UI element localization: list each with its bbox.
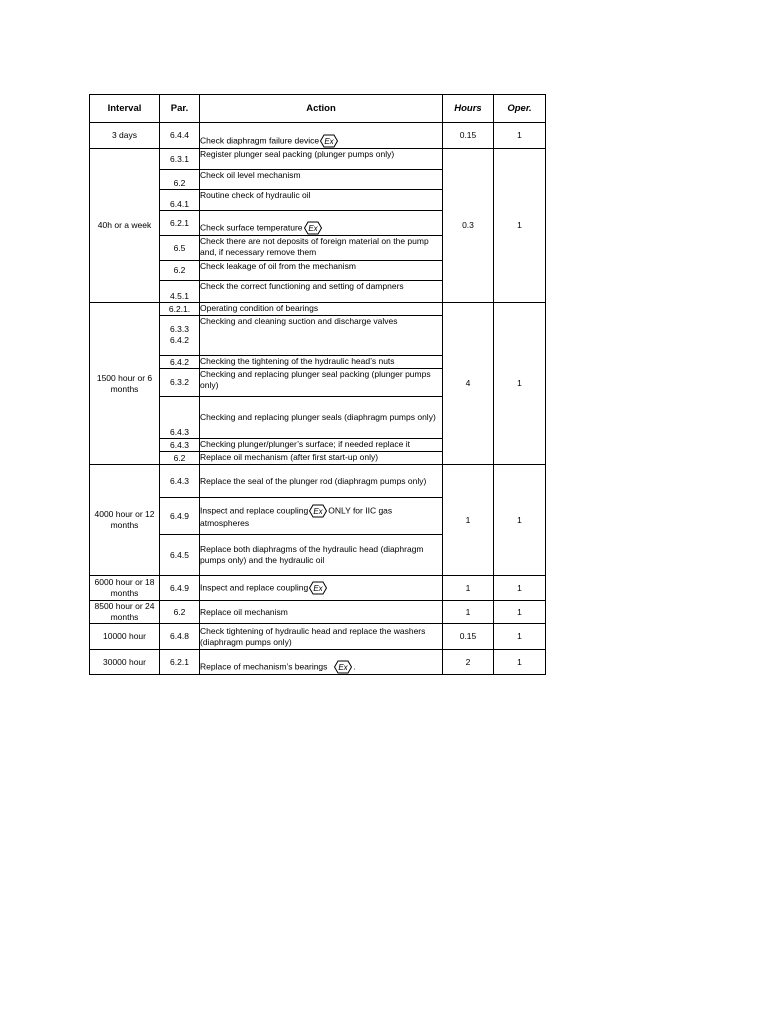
par-line: 6.4.2 [170,335,189,345]
action-cell: Check oil level mechanism [200,170,443,190]
action-cell [200,650,443,675]
par-cell: 6.4.9 [160,498,200,535]
ex-atex-icon [309,581,327,595]
table-header-row [90,95,546,123]
action-cell: Checking and replacing plunger seals (diaphragm pumps only) [200,397,443,439]
svg-text:Ex: Ex [324,137,334,146]
action-cell: Checking the tightening of the hydraulic head’s nuts [200,356,443,369]
header-oper: Oper. [494,95,546,123]
interval-cell: 3 days [90,123,160,149]
maintenance-table [89,94,546,675]
hours-cell: 1 [443,601,494,624]
par-cell: 6.4.4 [160,123,200,149]
par-cell: 6.4.2 [160,356,200,369]
oper-cell: 1 [494,576,546,601]
par-cell: 6.2 [160,601,200,624]
interval-cell: 30000 hour [90,650,160,675]
hours-cell: 0.3 [443,149,494,303]
interval-cell: 10000 hour [90,624,160,650]
interval-cell: 1500 hour or 6 months [90,303,160,465]
action-text: Inspect and replace coupling [200,504,309,515]
par-cell: 6.4.1 [160,190,200,211]
action-cell: Check the correct functioning and setting of dampners [200,281,443,303]
action-cell: Register plunger seal packing (plunger pumps only) [200,149,443,170]
par-cell: 6.2 [160,261,200,281]
oper-cell: 1 [494,123,546,149]
header-interval: Interval [90,95,160,123]
par-cell: 6.2.1 [160,211,200,236]
table-row [90,465,546,498]
hours-cell: 2 [443,650,494,675]
par-line: 6.3.3 [170,324,189,334]
par-cell: 6.2.1 [160,650,200,675]
oper-cell: 1 [494,465,546,576]
action-text-after: ONLY for IIC gas atmospheres [200,504,393,528]
svg-text:Ex: Ex [313,506,323,516]
interval-cell: 4000 hour or 12 months [90,465,160,576]
hours-cell: 4 [443,303,494,465]
action-cell: Check leakage of oil from the mechanism [200,261,443,281]
table-row [90,601,546,624]
table-row [90,624,546,650]
oper-cell: 1 [494,149,546,303]
action-cell: Check there are not deposits of foreign material on the pump and, if necessary remove them [200,236,443,261]
table-row [90,576,546,601]
action-cell: Replace oil mechanism [200,601,443,624]
action-cell: Replace oil mechanism (after first start-up only) [200,452,443,465]
par-cell: 6.2.1. [160,303,200,316]
par-cell: 6.4.3 [160,397,200,439]
action-text: Replace of mechanism’s bearings [200,661,328,672]
oper-cell: 1 [494,303,546,465]
header-par: Par. [160,95,200,123]
action-cell: Checking and replacing plunger seal packing (plunger pumps only) [200,369,443,397]
table-row [90,123,546,149]
svg-text:Ex: Ex [313,584,323,593]
par-cell [160,316,200,356]
action-cell: Check tightening of hydraulic head and replace the washers (diaphragm pumps only) [200,624,443,650]
action-cell [200,211,443,236]
oper-cell: 1 [494,624,546,650]
interval-cell: 6000 hour or 18 months [90,576,160,601]
interval-cell: 40h or a week [90,149,160,303]
ex-atex-icon [334,660,352,674]
svg-text:Ex: Ex [307,224,318,233]
par-cell: 6.4.9 [160,576,200,601]
ex-atex-icon [304,221,322,235]
action-text: Check surface temperature [200,222,303,233]
hours-cell: 1 [443,576,494,601]
par-cell: 6.4.8 [160,624,200,650]
action-cell: Routine check of hydraulic oil [200,190,443,211]
table-row [90,650,546,675]
par-cell: 6.3.1 [160,149,200,170]
svg-text:Ex: Ex [338,663,349,672]
par-cell: 6.3.2 [160,369,200,397]
par-cell: 6.2 [160,170,200,190]
action-cell [200,576,443,601]
hours-cell: 0.15 [443,624,494,650]
action-cell: Checking plunger/plunger’s surface; if needed replace it [200,439,443,452]
action-text-after: . [353,661,356,672]
action-cell [200,123,443,149]
par-cell: 6.4.3 [160,439,200,452]
par-cell: 6.4.3 [160,465,200,498]
action-cell: Checking and cleaning suction and discharge valves [200,316,443,356]
header-hours: Hours [443,95,494,123]
interval-cell: 8500 hour or 24 months [90,601,160,624]
par-cell: 6.5 [160,236,200,261]
table-row [90,303,546,316]
par-cell: 6.2 [160,452,200,465]
action-cell: Replace the seal of the plunger rod (diaphragm pumps only) [200,465,443,498]
oper-cell: 1 [494,650,546,675]
action-cell: Operating condition of bearings [200,303,443,316]
action-text: Check diaphragm failure device [200,135,320,146]
action-cell [200,498,443,535]
action-text: Inspect and replace coupling [200,582,309,593]
action-cell: Replace both diaphragms of the hydraulic head (diaphragm pumps only) and the hydraulic oil [200,535,443,576]
ex-atex-icon [320,134,338,148]
par-cell: 4.5.1 [160,281,200,303]
ex-atex-icon [309,504,327,518]
oper-cell: 1 [494,601,546,624]
table-row [90,149,546,170]
par-cell: 6.4.5 [160,535,200,576]
hours-cell: 1 [443,465,494,576]
header-action: Action [200,95,443,123]
hours-cell: 0.15 [443,123,494,149]
